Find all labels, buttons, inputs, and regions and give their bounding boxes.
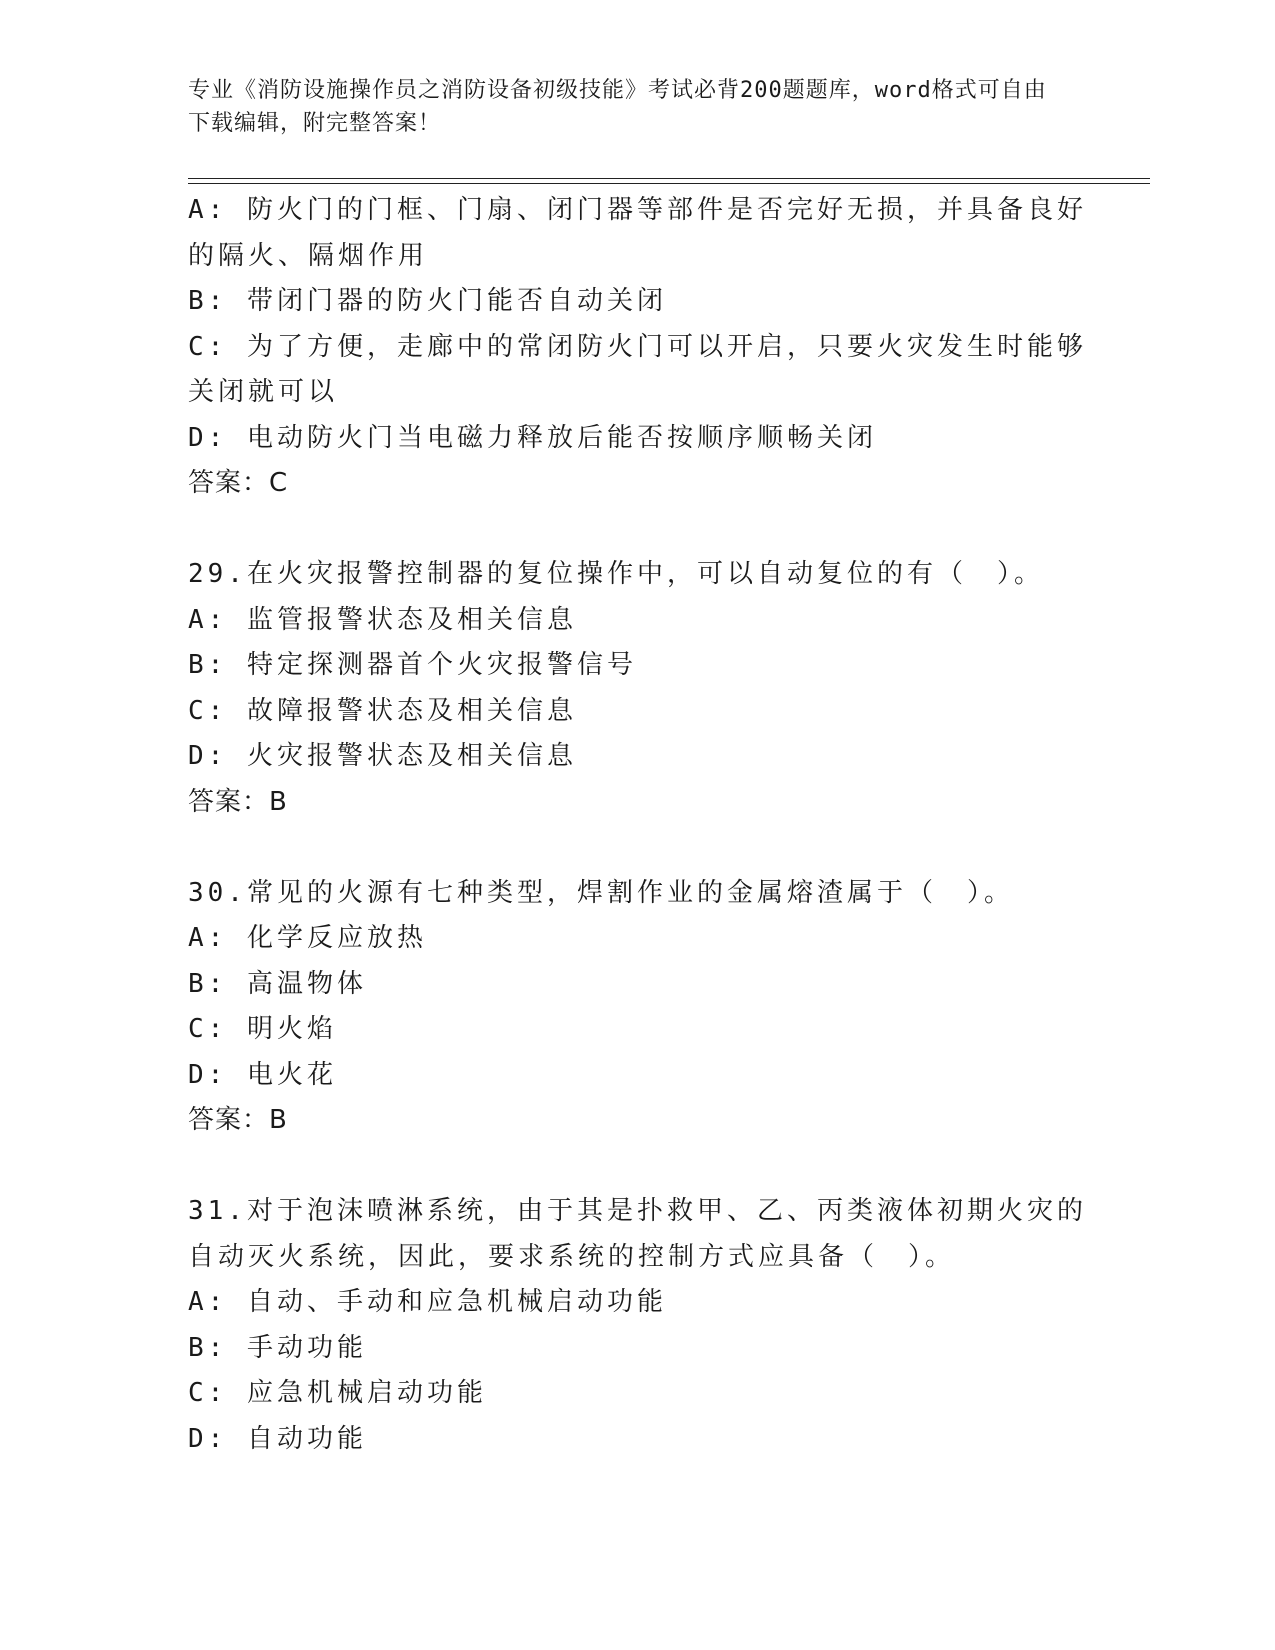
option-a: A: 化学反应放热: [188, 923, 427, 953]
option-d: D: 火灾报警状态及相关信息: [188, 741, 577, 771]
spacer: [188, 1144, 1088, 1190]
option-c: C: 故障报警状态及相关信息: [188, 695, 577, 726]
document-title: 专业《消防设施操作员之消防设备初级技能》考试必背200题题库，word格式可自由下载编辑，附完整答案！: [188, 78, 1047, 136]
header-rule-top: [188, 178, 1150, 179]
option-b: B: 高温物体: [188, 968, 367, 999]
option-b: B: 手动功能: [188, 1332, 367, 1363]
option-c: C: 明火焰: [188, 1014, 337, 1044]
option-a: A: 监管报警状态及相关信息: [188, 604, 577, 635]
question-stem: 29.在火灾报警控制器的复位操作中，可以自动复位的有（ ）。: [188, 559, 1044, 589]
answer: 答案：C: [188, 468, 289, 498]
question-28-continuation: [188, 188, 1088, 507]
header-rule-bottom: [188, 183, 1150, 184]
spacer: [188, 507, 1088, 553]
question-29: [188, 552, 1088, 825]
question-31: [188, 1189, 1088, 1462]
option-b: B: 特定探测器首个火灾报警信号: [188, 650, 637, 680]
answer: 答案：B: [188, 786, 288, 817]
option-d: D: 自动功能: [188, 1423, 367, 1454]
spacer: [188, 825, 1088, 871]
answer: 答案：B: [188, 1105, 288, 1135]
option-d: D: 电火花: [188, 1059, 337, 1090]
option-a: A: 防火门的门框、门扇、闭门器等部件是否完好无损，并具备良好的隔火、隔烟作用: [188, 195, 1087, 271]
question-content: [188, 188, 1088, 1462]
question-stem: 30.常见的火源有七种类型，焊割作业的金属熔渣属于（ ）。: [188, 877, 1014, 908]
option-a: A: 自动、手动和应急机械启动功能: [188, 1287, 667, 1317]
option-c: C: 为了方便，走廊中的常闭防火门可以开启，只要火灾发生时能够关闭就可以: [188, 331, 1087, 407]
question-30: [188, 871, 1088, 1144]
option-d: D: 电动防火门当电磁力释放后能否按顺序顺畅关闭: [188, 422, 877, 453]
option-c: C: 应急机械启动功能: [188, 1378, 487, 1408]
document-header: [188, 74, 1068, 140]
question-stem: 31.对于泡沫喷淋系统，由于其是扑救甲、乙、丙类液体初期火灾的自动灭火系统，因此，要求系统的控制方式应具备（ ）。: [188, 1196, 1087, 1272]
option-b: B: 带闭门器的防火门能否自动关闭: [188, 286, 667, 316]
